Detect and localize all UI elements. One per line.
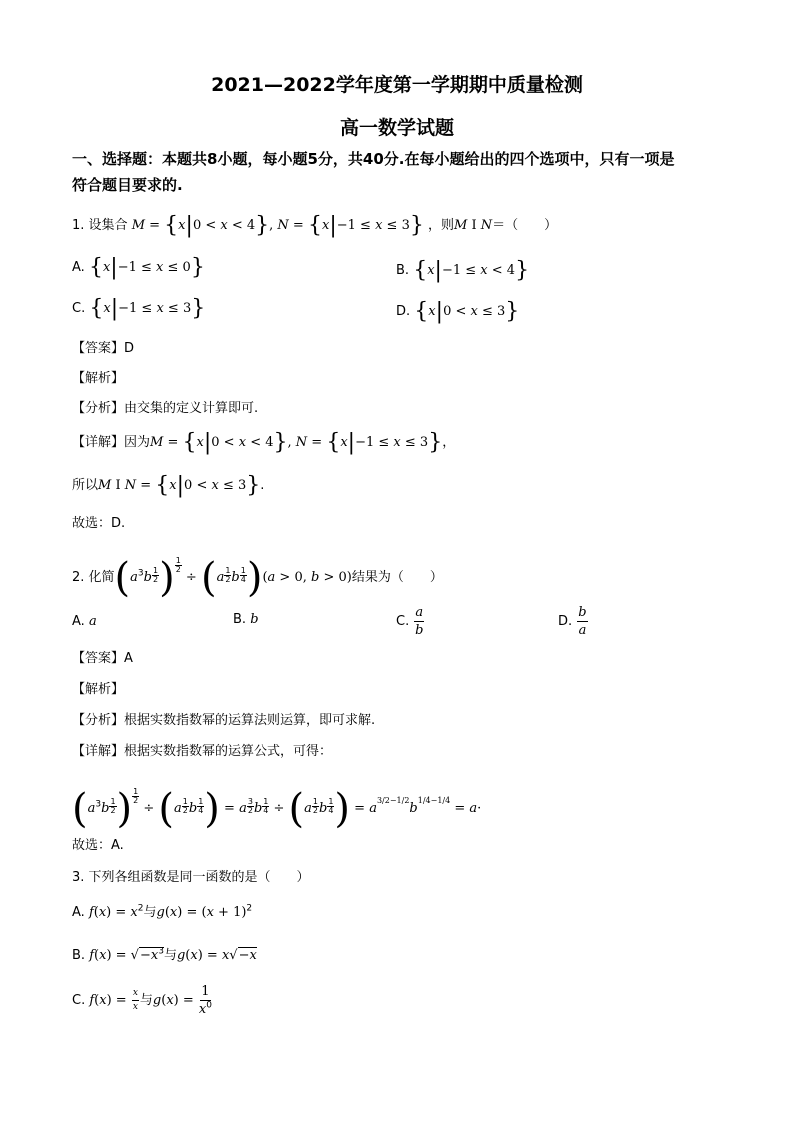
q3-option-c: C. f(x) = $\frac{x}{x}$ 与g(x) = $\frac{1}{x^0}$ bbox=[72, 984, 212, 1017]
q1-fenxi: 【分析】由交集的定义计算即可. bbox=[72, 401, 259, 416]
q3-option-b: B. $f(x) = √-x^3$与g(x) = x√−x bbox=[72, 946, 257, 963]
q1-option-c: C. {x|−1 ≤ x ≤ 3} bbox=[72, 296, 206, 321]
q1-xiangjie: 【详解】因为M = {x|0 < x < 4}, N = {x|−1 ≤ x ≤ 3}， bbox=[72, 430, 456, 455]
q2-fenxi: 【分析】根据实数指数幂的运算法则运算，即可求解. bbox=[72, 713, 376, 728]
q2-option-c: C. $\frac{a}{b}$ bbox=[396, 605, 424, 638]
page-title: 2021—2022学年度第一学期期中质量检测 bbox=[211, 74, 583, 96]
q1-result: 所以M I N = {x|0 < x ≤ 3}. bbox=[72, 473, 265, 498]
q1-option-d: D. {x|0 < x ≤ 3} bbox=[396, 299, 520, 324]
q1-answer: 【答案】D bbox=[72, 341, 135, 356]
q1-option-a: A. {x|−1 ≤ x ≤ 0} bbox=[72, 255, 205, 280]
q2-answer: 【答案】A bbox=[72, 651, 133, 666]
q2-conclusion: 故选：A. bbox=[72, 838, 124, 853]
q2-option-a: A. a bbox=[72, 614, 97, 629]
q2-derivation: ($a^3b$ $\frac{1}{2}$ ) $\frac{1}{2}$ ÷ (a $\frac{1}{2}$ b $\frac{1}{4}$ ) = a $\frac{3}{2}$ b $\frac{1}{4}$ ÷ (a $\frac{1}{2}$ b $\frac{1}{4}$ ) = $a^{3/2-1/2}b^{1/4-1/4} = a\cdot$ bbox=[72, 786, 482, 832]
q1-analysis-tag: 【解析】 bbox=[72, 371, 125, 386]
question-2: 2. 化简($a^3b$ $\frac{1}{2}$ ) $\frac{1}{2}$ ÷ (a $\frac{1}{2}$ b $\frac{1}{4}$ )(a > 0, b > 0)结果为（ ） bbox=[72, 555, 443, 601]
q2-analysis-tag: 【解析】 bbox=[72, 682, 125, 697]
q2-option-d: D. $\frac{b}{a}$ bbox=[558, 605, 587, 638]
q2-option-b: B. b bbox=[233, 612, 259, 627]
q1-option-b: B. {x|−1 ≤ x < 4} bbox=[396, 258, 530, 283]
section-heading: 一、选择题：本题共8小题，每小题5分，共40分.在每小题给出的四个选项中，只有一项是 符合题目要求的. bbox=[72, 150, 675, 194]
page-subtitle: 高一数学试题 bbox=[339, 117, 454, 139]
q1-conclusion: 故选：D. bbox=[72, 516, 126, 531]
q3-option-a: A. $f(x) = x^2$与$g(x) = (x + 1)^2$ bbox=[72, 903, 253, 920]
question-1: 1. 设集合 M = {x|0 < x < 4}, N = {x|−1 ≤ x ≤ 3} ，则M I N＝（ ） bbox=[72, 213, 558, 238]
q2-xiangjie: 【详解】根据实数指数幂的运算公式，可得： bbox=[72, 744, 333, 759]
question-3: 3. 下列各组函数是同一函数的是（ ） bbox=[72, 870, 310, 885]
